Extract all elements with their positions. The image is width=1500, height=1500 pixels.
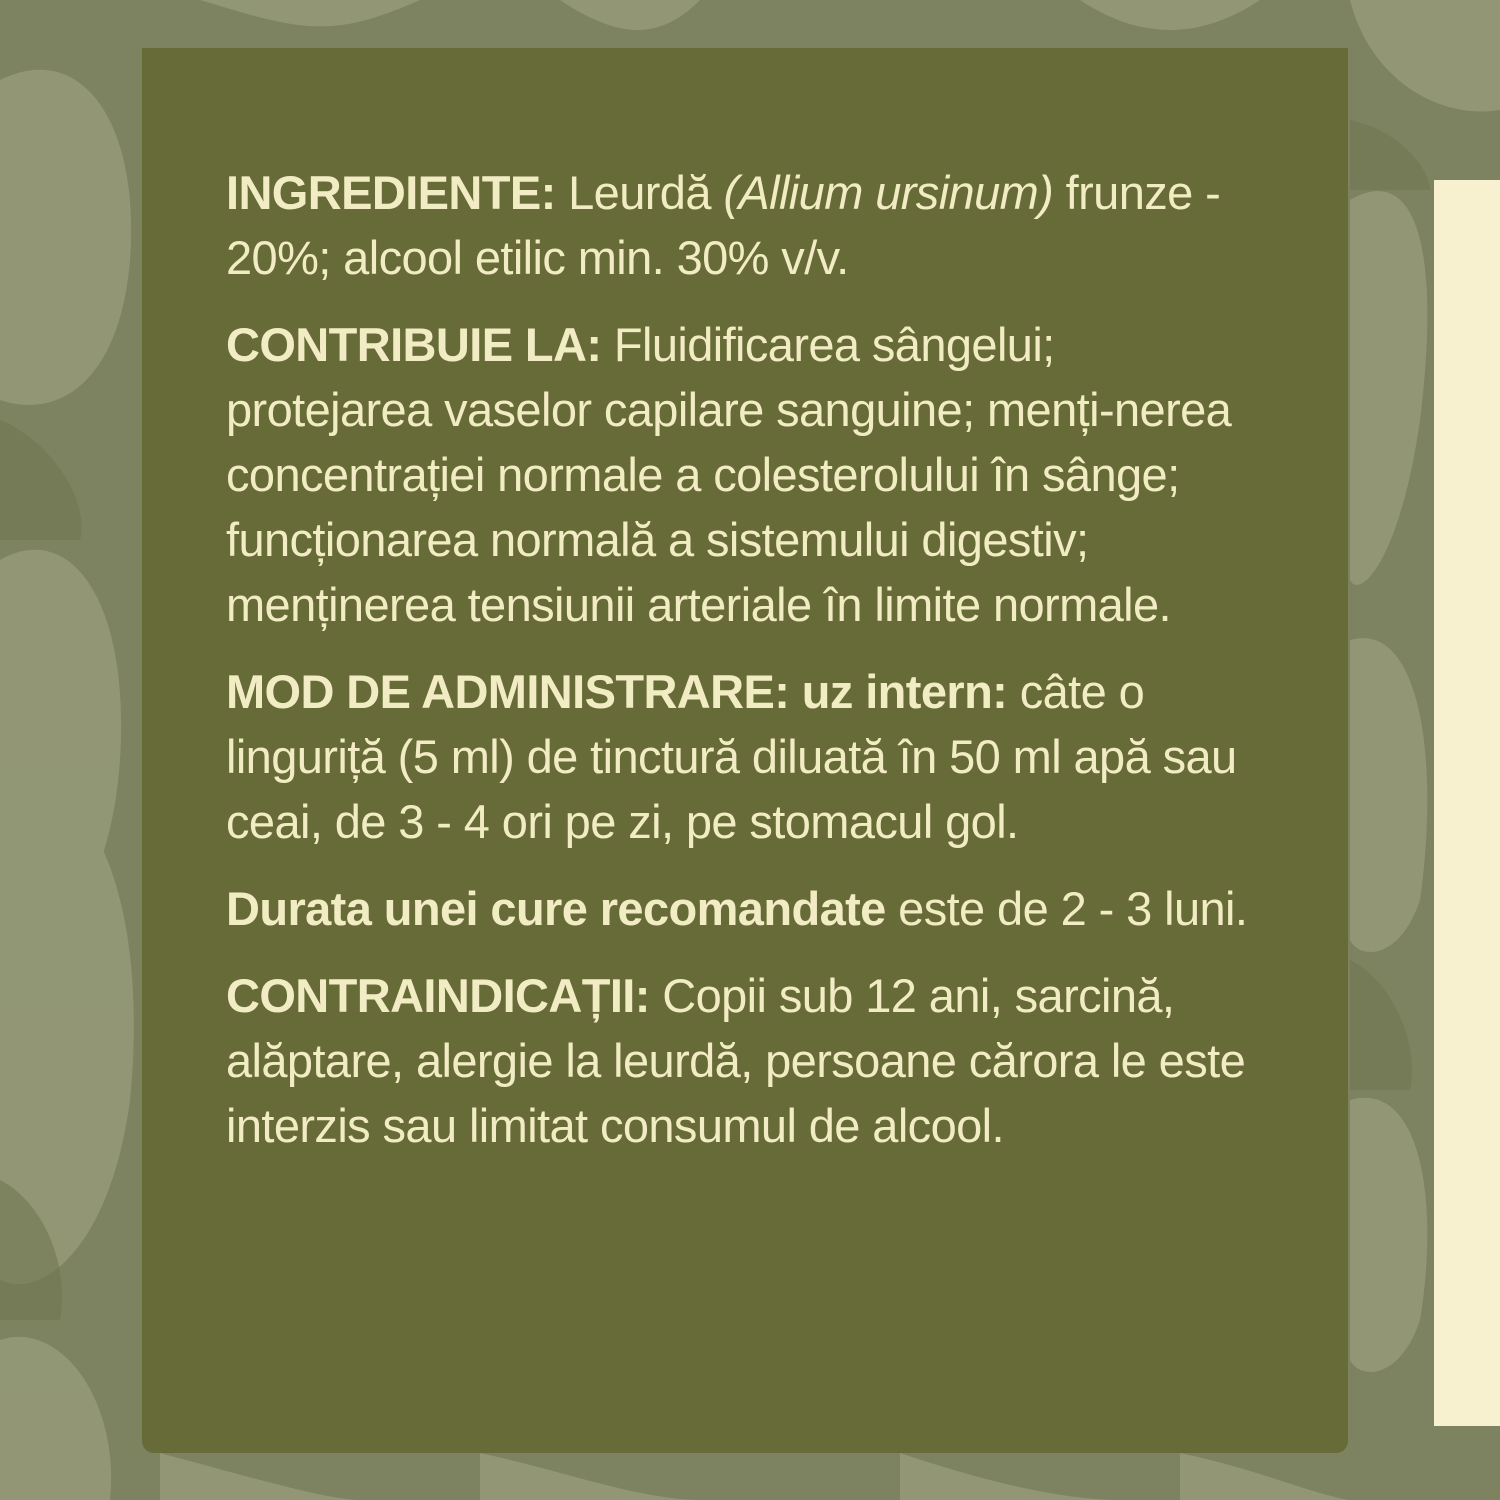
contraindications-text: Copii sub 12 ani, sarcină, alăptare, alergie la leurdă, persoane cărora le este interzis sau limitat consumul de alcool. — [226, 969, 1246, 1152]
cream-side-panel — [1434, 180, 1500, 1426]
contraindications-heading: CONTRAINDICAȚII: — [226, 969, 650, 1022]
ingredients-text-before: Leurdă — [555, 166, 724, 219]
benefits-paragraph — [226, 312, 1266, 637]
benefits-heading: CONTRIBUIE LA: — [226, 318, 602, 371]
duration-paragraph — [226, 876, 1266, 941]
duration-text: este de 2 - 3 luni. — [885, 882, 1248, 935]
ingredients-latin-name: (Allium ursinum) — [723, 166, 1054, 219]
administration-text: câte o linguriță (5 ml) de tinctură diluată în 50 ml apă sau ceai, de 3 - 4 ori pe zi, pe stomacul gol. — [226, 665, 1237, 848]
administration-heading: MOD DE ADMINISTRARE: uz intern: — [226, 665, 1008, 718]
administration-paragraph — [226, 659, 1266, 854]
benefits-text: Fluidificarea sângelui; protejarea vaselor capilare sanguine; menți-nerea concentrației normale a colesterolului în sânge; funcționarea normală a sistemului digestiv; menținerea tensiunii arteriale în limite normale. — [226, 318, 1232, 631]
ingredients-paragraph — [226, 160, 1266, 290]
ingredients-heading: INGREDIENTE: — [226, 166, 556, 219]
contraindications-paragraph — [226, 963, 1266, 1158]
ingredients-text-after: frunze - 20%; alcool etilic min. 30% v/v. — [226, 166, 1221, 284]
duration-heading: Durata unei cure recomandate — [226, 882, 886, 935]
product-label-panel — [142, 48, 1348, 1453]
